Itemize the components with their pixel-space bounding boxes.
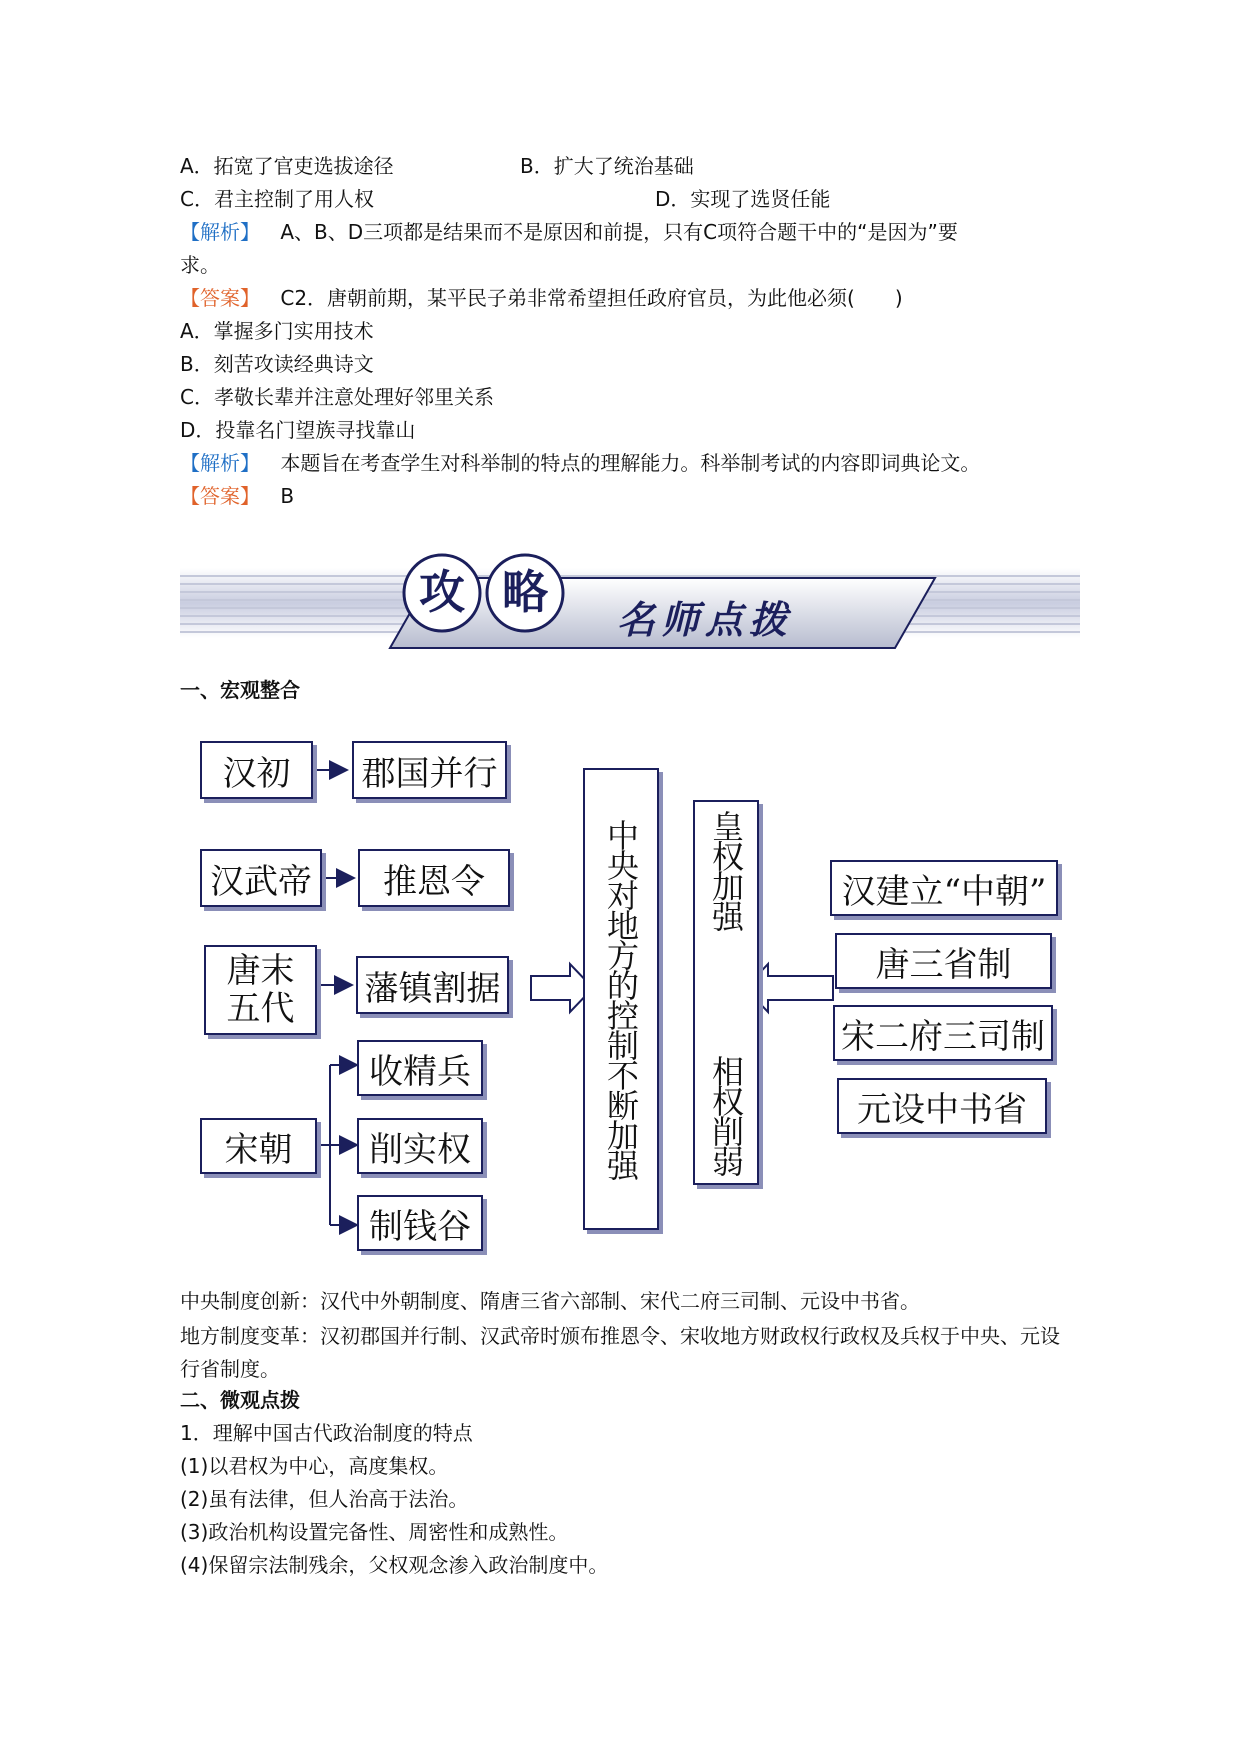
point-item: (3)政治机构设置完备性、周密性和成熟性。	[180, 1520, 569, 1544]
answer-tag: 【答案】	[180, 286, 260, 310]
summary-central: 中央制度创新：汉代中外朝制度、隋唐三省六部制、宋代二府三司制、元设中书省。	[180, 1289, 920, 1313]
analysis-tag: 【解析】	[180, 451, 260, 475]
option-d: D．投靠名门望族寻找靠山	[180, 418, 416, 442]
option-d: D．实现了选贤任能	[655, 187, 831, 211]
option-b: B．刻苦攻读经典诗文	[180, 352, 374, 376]
section-title: 一、宏观整合	[180, 678, 300, 702]
analysis-tag: 【解析】	[180, 220, 260, 244]
answer-line	[180, 284, 903, 312]
right-box: 宋二府三司制	[833, 1005, 1053, 1061]
option-b: B．扩大了统治基础	[520, 154, 694, 178]
banner-char-2: 略	[502, 565, 548, 619]
analysis-text: A、B、D三项都是结果而不是原因和前提，只有C项符合题干中的“是因为”要	[280, 220, 958, 244]
banner-subtitle: 名师点拨	[616, 598, 794, 642]
option-c: C．孝敬长辈并注意处理好邻里关系	[180, 385, 494, 409]
result-box: 推恩令	[358, 849, 510, 907]
point-item: (4)保留宗法制残余，父权观念渗入政治制度中。	[180, 1553, 609, 1577]
summary-local: 地方制度变革：汉初郡国并行制、汉武帝时颁布推恩令、宋收地方财政权行政权及兵权于中央、元设行省制度。	[180, 1324, 1060, 1381]
measure-box: 收精兵	[357, 1040, 483, 1096]
option-a: A．掌握多门实用技术	[180, 319, 374, 343]
analysis-text: 本题旨在考查学生对科举制的特点的理解能力。科举制考试的内容即词典论文。	[280, 451, 981, 475]
option-c: C．君主控制了用人权	[180, 187, 374, 211]
source-box	[204, 945, 317, 1035]
option-a: A．拓宽了官吏选拔途径	[180, 154, 394, 178]
measure-box: 制钱谷	[357, 1195, 483, 1251]
result-box: 郡国并行	[352, 741, 507, 799]
source-box-label: 唐末 五代	[226, 951, 295, 1029]
right-box: 汉建立“中朝”	[830, 860, 1058, 916]
answer-text: B	[280, 484, 295, 508]
right-box: 元设中书省	[837, 1078, 1047, 1134]
source-box: 宋朝	[200, 1118, 317, 1174]
right-box: 唐三省制	[835, 933, 1052, 989]
answer-text: C2．唐朝前期，某平民子弟非常希望担任政府官员，为此他必须( )	[280, 286, 903, 310]
section-banner	[180, 548, 1080, 653]
section-title: 二、微观点拨	[180, 1388, 300, 1412]
banner-char-1: 攻	[419, 565, 465, 619]
answer-line	[180, 482, 294, 510]
point-heading: 1．理解中国古代政治制度的特点	[180, 1421, 473, 1445]
power-label: 相权削弱	[707, 1055, 745, 1175]
point-item: (2)虽有法律，但人治高于法治。	[180, 1487, 469, 1511]
analysis-line	[180, 218, 958, 246]
analysis-text-cont: 求。	[180, 253, 220, 277]
power-box	[693, 800, 759, 1185]
center-box: 中央对地方的控制不断加强	[583, 768, 659, 1230]
result-box: 藩镇割据	[356, 956, 509, 1014]
source-box: 汉武帝	[200, 849, 322, 907]
point-item: (1)以君权为中心，高度集权。	[180, 1454, 449, 1478]
answer-tag: 【答案】	[180, 484, 260, 508]
power-label: 皇权加强	[707, 810, 745, 930]
measure-box: 削实权	[357, 1118, 483, 1174]
source-box: 汉初	[200, 741, 313, 799]
analysis-line	[180, 449, 980, 477]
concept-diagram	[195, 730, 1085, 1270]
